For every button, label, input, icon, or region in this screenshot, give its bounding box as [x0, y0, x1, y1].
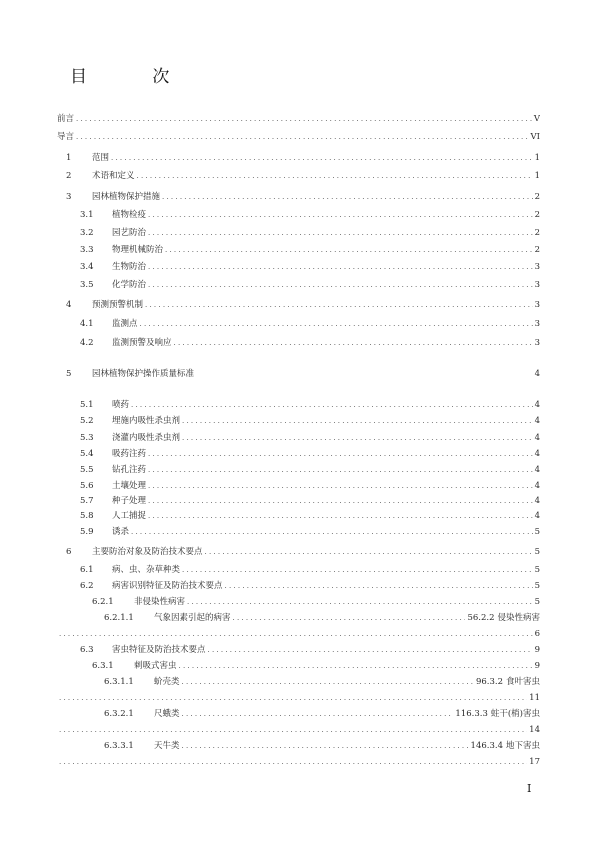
toc-leader-dots	[162, 191, 533, 203]
toc-leader-dots	[233, 612, 466, 624]
toc-entry[interactable]	[66, 299, 540, 311]
toc-entry-page: 56.2.2	[467, 613, 495, 623]
toc-entry-number: 6.2.1	[92, 597, 114, 607]
toc-leader-dots	[59, 692, 527, 704]
toc-entry-title: 主要防治对象及防治技术要点	[92, 547, 203, 557]
toc-entry-title: 非侵染性病害	[134, 597, 186, 607]
toc-entry-title: 埋施内吸性杀虫剂	[112, 416, 181, 426]
toc-entry-page: 4	[534, 481, 540, 491]
toc-leader-dots	[148, 480, 533, 492]
toc-leader-dots	[165, 244, 533, 256]
toc-entry-title: 园林植物保护操作质量标准	[92, 369, 195, 379]
toc-entry-title: 病害识别特征及防治技术要点	[112, 581, 223, 591]
toc-entry[interactable]	[104, 740, 540, 752]
toc-entry-next-title: 地下害虫	[505, 741, 540, 751]
toc-entry-page: 4	[534, 400, 540, 410]
toc-entry-page: 5	[534, 581, 540, 591]
toc-entry[interactable]	[80, 432, 540, 444]
toc-entry-number: 3.4	[80, 262, 94, 272]
toc-entry-number: 4	[66, 300, 72, 310]
toc-entry-title: 浇灌内吸性杀虫剂	[112, 433, 181, 443]
toc-entry[interactable]	[80, 480, 540, 492]
toc-entry-number: 5.5	[80, 465, 94, 475]
toc-entry-number: 1	[66, 153, 72, 163]
toc-entry-page: 4	[534, 416, 540, 426]
toc-entry-number: 6.3.3.1	[104, 741, 134, 751]
toc-entry-page: 4	[534, 369, 540, 379]
toc-entry-page: 5	[534, 527, 540, 537]
toc-leader-dots	[145, 299, 533, 311]
toc-entry[interactable]	[80, 495, 540, 507]
toc-entry[interactable]	[57, 113, 540, 125]
toc-entry[interactable]	[66, 170, 540, 182]
toc-leader-dots	[148, 448, 533, 460]
toc-entry-page: 3	[534, 280, 540, 290]
toc-entry-page: 4	[534, 449, 540, 459]
toc-entry-title: 前言	[57, 114, 75, 124]
toc-entry-title: 蚧壳类	[154, 677, 180, 687]
toc-entry[interactable]	[80, 399, 540, 411]
toc-entry-number: 4.1	[80, 319, 94, 329]
toc-entry[interactable]	[57, 724, 540, 736]
toc-entry[interactable]	[80, 415, 540, 427]
toc-entry-title: 天牛类	[154, 741, 180, 751]
toc-entry-page: 4	[534, 433, 540, 443]
toc-entry-title: 生物防治	[112, 262, 147, 272]
toc-entry-number: 5.4	[80, 449, 94, 459]
page-number: I	[527, 782, 532, 795]
toc-entry-page: 2	[534, 228, 540, 238]
toc-leader-dots	[148, 495, 533, 507]
toc-leader-dots	[205, 546, 533, 558]
toc-leader-dots	[174, 337, 533, 349]
toc-leader-dots	[59, 724, 527, 736]
toc-entry-title: 吸药注药	[112, 449, 147, 459]
toc-entry-page: 5	[534, 547, 540, 557]
toc-entry[interactable]	[104, 612, 540, 624]
toc-entry[interactable]	[57, 756, 540, 768]
toc-entry-title: 喷药	[112, 400, 130, 410]
toc-entry-page: 4	[534, 511, 540, 521]
page-title: 目 次	[70, 67, 200, 87]
toc-entry-next-title: 蛀干(梢)害虫	[490, 709, 540, 719]
toc-entry-page: VI	[530, 132, 540, 142]
toc-entry-number: 6.2	[80, 581, 94, 591]
toc-entry-title: 种子处理	[112, 496, 147, 506]
toc-entry-page: V	[533, 114, 540, 124]
toc-entry[interactable]	[80, 510, 540, 522]
toc-leader-dots	[59, 628, 533, 640]
toc-entry[interactable]	[66, 152, 540, 164]
toc-leader-dots	[182, 564, 533, 576]
toc-entry-title: 园艺防治	[112, 228, 147, 238]
toc-entry[interactable]	[104, 676, 540, 688]
toc-leader-dots	[148, 464, 533, 476]
toc-entry-page: 6	[534, 629, 540, 639]
toc-leader-dots	[182, 432, 533, 444]
toc-leader-dots	[208, 644, 533, 656]
toc-entry-page: 5	[534, 565, 540, 575]
toc-leader-dots	[182, 415, 533, 427]
toc-entry-title: 土壤处理	[112, 481, 147, 491]
toc-leader-dots	[76, 131, 528, 143]
toc-entry[interactable]	[80, 448, 540, 460]
toc-entry-page: 9	[534, 645, 540, 655]
toc-entry-title: 害虫特征及防治技术要点	[112, 645, 206, 655]
toc-entry-title: 植物检疫	[112, 210, 147, 220]
toc-entry-page: 11	[529, 693, 540, 703]
toc-entry-number: 3.3	[80, 245, 94, 255]
toc-entry[interactable]	[92, 660, 540, 672]
toc-entry[interactable]	[57, 131, 540, 143]
toc-entry[interactable]	[92, 596, 540, 608]
toc-entry-page: 2	[534, 245, 540, 255]
toc-leader-dots	[137, 170, 533, 182]
toc-leader-dots	[148, 261, 533, 273]
toc-entry[interactable]	[57, 628, 540, 640]
toc-leader-dots	[182, 740, 469, 752]
toc-entry-page: 146.3.4	[470, 741, 503, 751]
toc-entry-title: 导言	[57, 132, 75, 142]
toc-entry-page: 9	[534, 661, 540, 671]
toc-leader-dots	[148, 279, 533, 291]
toc-entry-number: 5.8	[80, 511, 94, 521]
toc-entry-page: 116.3.3	[455, 709, 488, 719]
toc-leader-dots	[131, 526, 533, 538]
toc-entry-page: 2	[534, 210, 540, 220]
toc-entry-page: 1	[534, 153, 540, 163]
toc-entry-number: 5.3	[80, 433, 94, 443]
toc-entry[interactable]	[80, 209, 540, 221]
toc-entry-number: 2	[66, 171, 72, 181]
toc-entry-number: 3.5	[80, 280, 94, 290]
toc-entry-title: 监测点	[112, 319, 138, 329]
toc-entry[interactable]	[66, 368, 540, 380]
toc-entry-title: 钻孔注药	[112, 465, 147, 475]
toc-entry[interactable]	[104, 708, 540, 720]
toc-entry-number: 5.2	[80, 416, 94, 426]
toc-entry-number: 6.1	[80, 565, 94, 575]
toc-entry-title: 物理机械防治	[112, 245, 164, 255]
toc-entry-number: 3.1	[80, 210, 94, 220]
toc-leader-dots	[148, 510, 533, 522]
toc-entry-next-title: 食叶害虫	[505, 677, 540, 687]
toc-leader-dots	[148, 209, 533, 221]
toc-entry[interactable]	[80, 279, 540, 291]
toc-entry-title: 气象因素引起的病害	[154, 613, 231, 623]
toc-leader-dots	[182, 708, 454, 720]
toc-leader-dots	[225, 580, 533, 592]
toc-entry[interactable]	[66, 191, 540, 203]
toc-entry-number: 5.9	[80, 527, 94, 537]
toc-entry-title: 诱杀	[112, 527, 130, 537]
toc-entry-page: 4	[534, 496, 540, 506]
toc-leader-dots	[182, 676, 474, 688]
toc-entry-title: 预测预警机制	[92, 300, 144, 310]
toc-entry-number: 3.2	[80, 228, 94, 238]
toc-entry-number: 6.3.1.1	[104, 677, 134, 687]
toc-entry-page: 5	[534, 597, 540, 607]
toc-leader-dots	[111, 152, 533, 164]
toc-entry-page: 3	[534, 300, 540, 310]
toc-entry[interactable]	[80, 580, 540, 592]
toc-entry-number: 5.6	[80, 481, 94, 491]
toc-entry-page: 17	[529, 757, 540, 767]
toc-entry[interactable]	[80, 261, 540, 273]
toc-entry-title: 病、虫、杂草种类	[112, 565, 181, 575]
toc-entry[interactable]	[80, 244, 540, 256]
toc-entry-number: 3	[66, 192, 72, 202]
toc-entry-number: 6	[66, 547, 72, 557]
toc-entry-title: 监测预警及响应	[112, 338, 172, 348]
toc-entry[interactable]	[66, 546, 540, 558]
toc-entry-next-title: 侵染性病害	[497, 613, 540, 623]
toc-entry[interactable]	[80, 227, 540, 239]
toc-entry[interactable]	[57, 692, 540, 704]
toc-entry-number: 5	[66, 369, 72, 379]
toc-entry[interactable]	[80, 526, 540, 538]
toc-entry-number: 6.2.1.1	[104, 613, 134, 623]
toc-entry-number: 5.1	[80, 400, 94, 410]
toc-leader-dots	[140, 318, 533, 330]
toc-entry[interactable]	[80, 564, 540, 576]
toc-entry-title: 尺蛾类	[154, 709, 180, 719]
toc-leader-dots	[187, 596, 533, 608]
toc-entry-title: 人工捕捉	[112, 511, 147, 521]
toc-leader-dots	[131, 399, 533, 411]
toc-entry-page: 14	[529, 725, 540, 735]
toc-entry-title: 化学防治	[112, 280, 147, 290]
toc-leader-dots	[179, 660, 533, 672]
toc-entry-title: 术语和定义	[92, 171, 135, 181]
toc-entry-number: 6.3.2.1	[104, 709, 134, 719]
toc-entry-page: 4	[534, 465, 540, 475]
toc-entry[interactable]	[80, 464, 540, 476]
toc-entry-title: 刺吸式害虫	[134, 661, 177, 671]
toc-entry-page: 3	[534, 262, 540, 272]
toc-entry-number: 5.7	[80, 496, 94, 506]
toc-entry-page: 3	[534, 338, 540, 348]
toc-entry[interactable]	[80, 337, 540, 349]
toc-entry-page: 96.3.2	[475, 677, 503, 687]
toc-entry-number: 4.2	[80, 338, 94, 348]
toc-entry-page: 3	[534, 319, 540, 329]
toc-entry[interactable]	[80, 644, 540, 656]
toc-entry-title: 园林植物保护措施	[92, 192, 161, 202]
toc-entry-number: 6.3	[80, 645, 94, 655]
toc-leader-dots	[59, 756, 527, 768]
toc-leader-dots	[76, 113, 532, 125]
toc-entry-number: 6.3.1	[92, 661, 114, 671]
toc-entry-title: 范围	[92, 153, 110, 163]
toc-entry-page: 1	[534, 171, 540, 181]
toc-entry-page: 2	[534, 192, 540, 202]
toc-leader-dots	[148, 227, 533, 239]
toc-entry[interactable]	[80, 318, 540, 330]
